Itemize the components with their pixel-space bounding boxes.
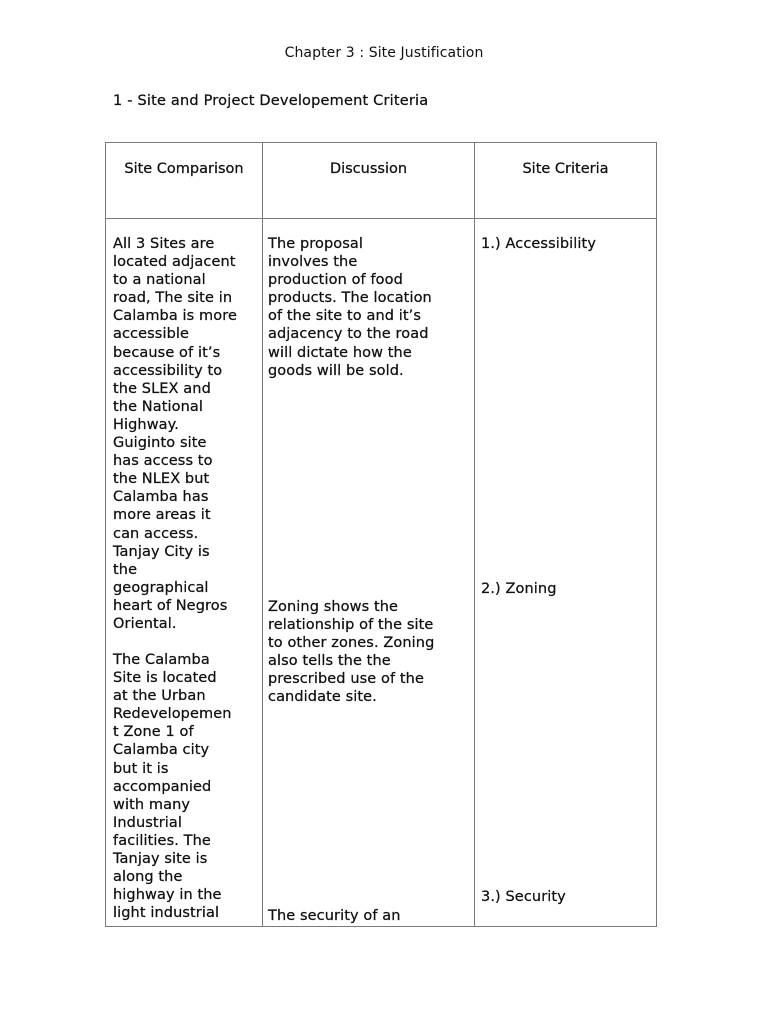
criteria-security: 3.) Security	[481, 889, 566, 905]
site-comparison-paragraph-zoning: The Calamba Site is located at the Urban Redevelopemen t Zone 1 of Calamba city but it is accompanied with many Industrial facilities. The Tanjay site is along the highway in the light industrial	[113, 652, 232, 922]
table-header-row	[106, 143, 657, 219]
discussion-cell	[263, 219, 475, 927]
discussion-paragraph-accessibility: The proposal involves the production of food products. The location of the site to and it’s adjacency to the road will dictate how the goods will be sold.	[268, 236, 432, 379]
criteria-accessibility: 1.) Accessibility	[481, 236, 597, 252]
header-discussion: Discussion	[263, 143, 475, 219]
site-criteria-table	[105, 142, 657, 927]
table-row	[106, 219, 657, 927]
discussion-paragraph-security: The security of an	[268, 908, 401, 924]
section-heading: 1 - Site and Project Developement Criteria	[113, 93, 429, 109]
discussion-paragraph-zoning: Zoning shows the relationship of the site to other zones. Zoning also tells the the prescribed use of the candidate site.	[268, 599, 435, 706]
site-comparison-cell	[106, 219, 263, 927]
header-site-criteria: Site Criteria	[475, 143, 657, 219]
site-comparison-paragraph-accessibility: All 3 Sites are located adjacent to a national road, The site in Calamba is more accessible because of it’s accessibility to the SLEX and the National Highway. Guiginto site has access to the NLEX but Calamba has more areas it can access. Tanjay City is the geographical heart of Negros Oriental.	[113, 236, 237, 632]
criteria-zoning: 2.) Zoning	[481, 581, 557, 597]
site-criteria-cell	[475, 219, 657, 927]
chapter-title: Chapter 3 : Site Justification	[284, 45, 484, 61]
header-site-comparison: Site Comparison	[106, 143, 263, 219]
